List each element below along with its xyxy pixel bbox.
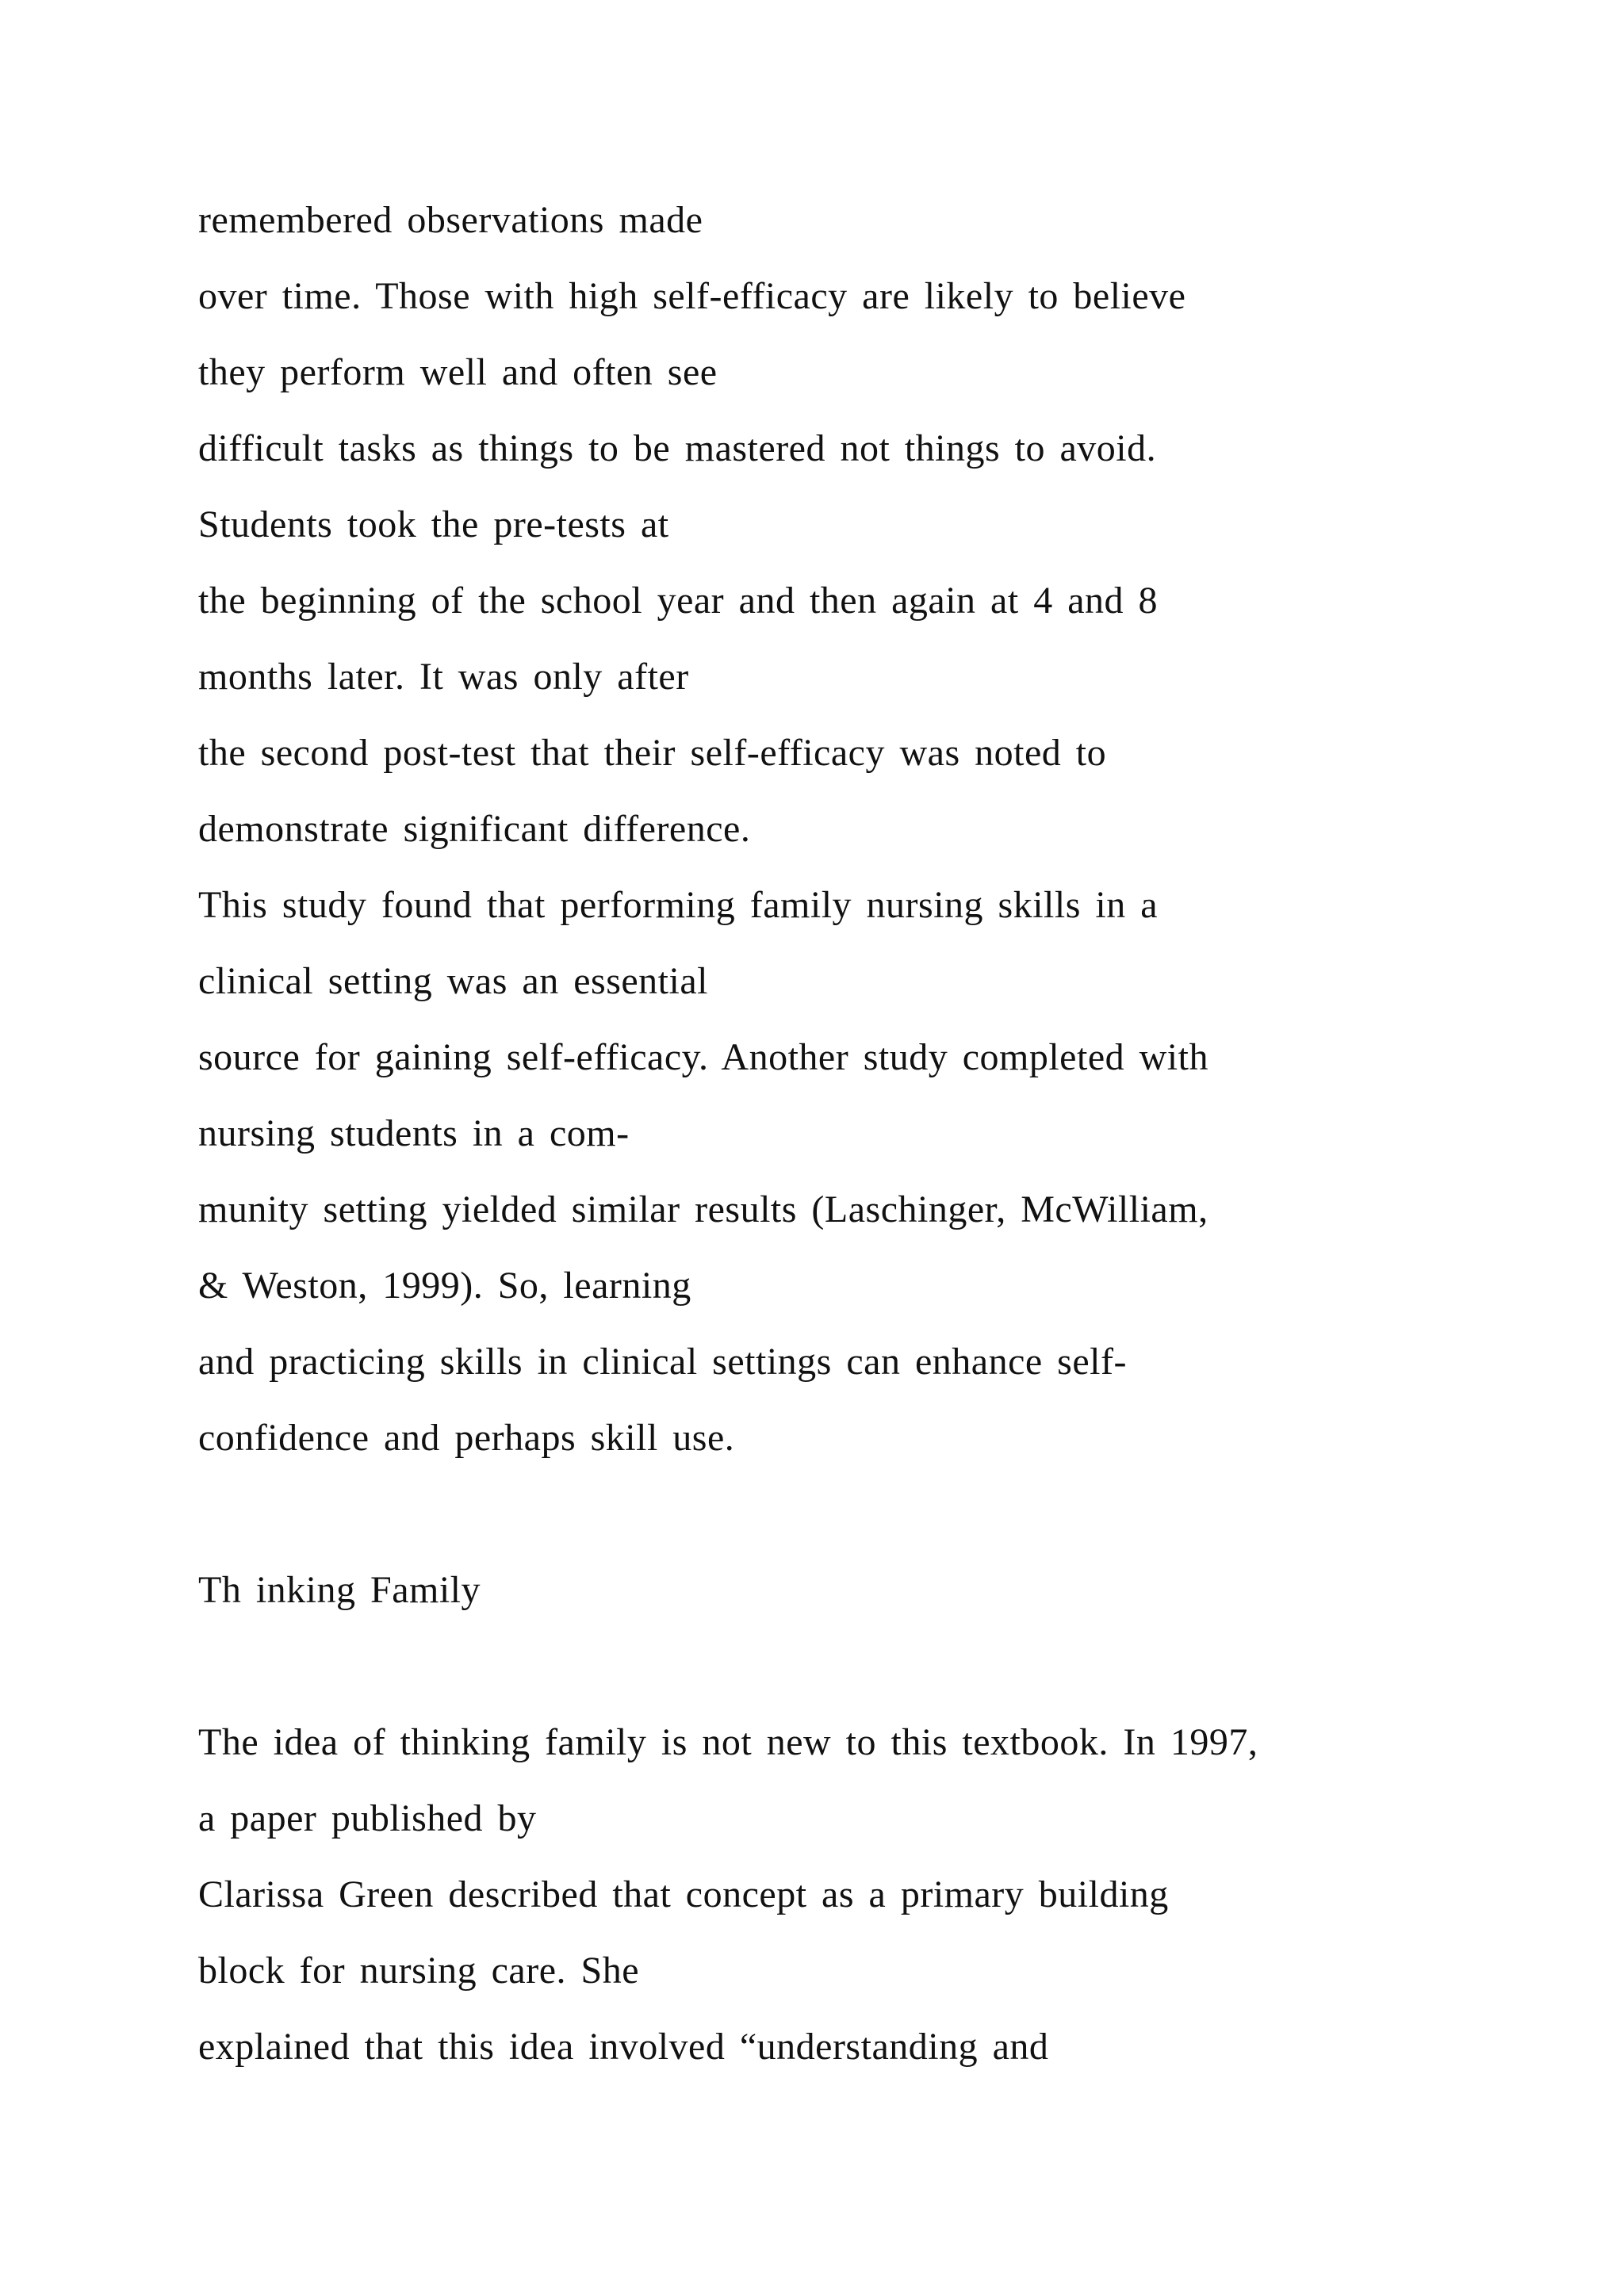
text-line: source for gaining self-efficacy. Another study completed with: [198, 1036, 1208, 1078]
text-line: clinical setting was an essential: [198, 960, 708, 1002]
paragraph-gap: [198, 1628, 1546, 1705]
text-line: Clarissa Green described that concept as a primary building: [198, 1873, 1169, 1915]
text-line: & Weston, 1999). So, learning: [198, 1265, 691, 1307]
text-line: months later. It was only after: [198, 656, 689, 698]
text-line: This study found that performing family nursing skills in a: [198, 884, 1159, 926]
text-line: over time. Those with high self-efficacy are likely to believe: [198, 275, 1186, 317]
text-line: demonstrate significant difference.: [198, 808, 751, 850]
text-line: difficult tasks as things to be mastered not things to avoid.: [198, 427, 1157, 469]
text-line: a paper published by: [198, 1797, 537, 1839]
text-line: block for nursing care. She: [198, 1950, 640, 1992]
text-line: munity setting yielded similar results (Laschinger, McWilliam,: [198, 1188, 1208, 1230]
text-line: the beginning of the school year and then again at 4 and 8: [198, 580, 1158, 622]
text-line: explained that this idea involved “understanding and: [198, 2026, 1049, 2068]
text-line: nursing students in a com-: [198, 1112, 630, 1154]
text-line: the second post-test that their self-efficacy was noted to: [198, 732, 1107, 774]
paragraph-gap: [198, 1476, 1546, 1552]
text-line: confidence and perhaps skill use.: [198, 1417, 735, 1459]
text-line: The idea of thinking family is not new to this textbook. In 1997,: [198, 1721, 1258, 1763]
text-line: and practicing skills in clinical settings can enhance self-: [198, 1341, 1127, 1383]
section-heading: Th inking Family: [198, 1569, 481, 1611]
text-line: they perform well and often see: [198, 351, 718, 393]
body-text: [198, 182, 1546, 2085]
text-line: remembered observations made: [198, 199, 703, 241]
text-line: Students took the pre-tests at: [198, 503, 669, 545]
